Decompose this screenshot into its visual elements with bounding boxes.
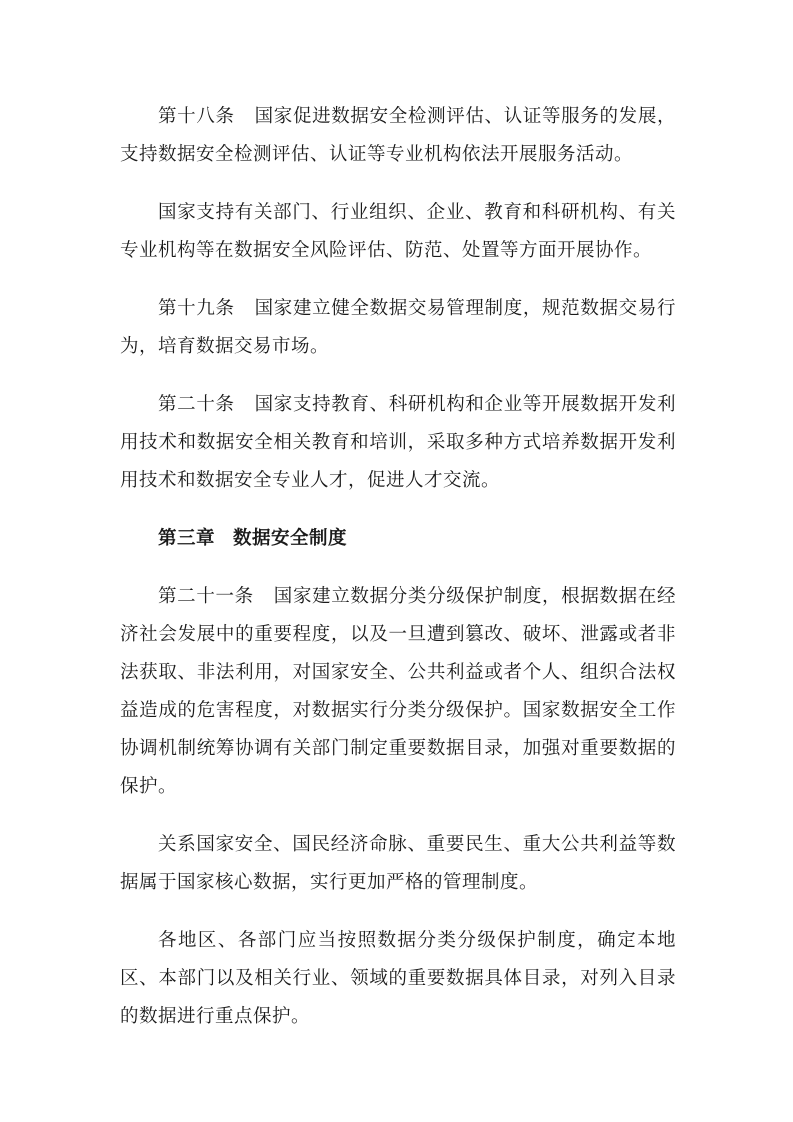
chapter-number: 第三章	[158, 528, 216, 549]
article-text: 国家促进数据安全检测评估、认证等服务的发展，支持数据安全检测评估、认证等专业机构依法开展服务活动。	[120, 106, 676, 165]
article-18	[120, 98, 676, 174]
article-number: 第二十一条	[158, 586, 254, 607]
article-20	[120, 386, 676, 500]
article-19	[120, 290, 676, 366]
paragraph-text: 关系国家安全、国民经济命脉、重要民生、重大公共利益等数据属于国家核心数据，实行更加严格的管理制度。	[120, 834, 676, 893]
document-page	[120, 98, 676, 1036]
article-number: 第十八条	[158, 106, 235, 127]
article-21	[120, 578, 676, 806]
paragraph-text: 国家支持有关部门、行业组织、企业、教育和科研机构、有关专业机构等在数据安全风险评估、防范、处置等方面开展协作。	[120, 202, 676, 261]
article-21-paragraph-2	[120, 826, 676, 902]
article-text: 国家建立数据分类分级保护制度，根据数据在经济社会发展中的重要程度，以及一旦遭到篡改、破坏、泄露或者非法获取、非法利用，对国家安全、公共利益或者个人、组织合法权益造成的危害程度，对数据实行分类分级保护。国家数据安全工作协调机制统筹协调有关部门制定重要数据目录，加强对重要数据的保护。	[120, 586, 676, 797]
article-number: 第十九条	[158, 298, 235, 319]
article-21-paragraph-3	[120, 922, 676, 1036]
chapter-heading	[120, 520, 676, 558]
article-18-paragraph-2	[120, 194, 676, 270]
article-text: 国家建立健全数据交易管理制度，规范数据交易行为，培育数据交易市场。	[120, 298, 676, 357]
article-text: 国家支持教育、科研机构和企业等开展数据开发利用技术和数据安全相关教育和培训，采取多种方式培养数据开发利用技术和数据安全专业人才，促进人才交流。	[120, 394, 676, 491]
paragraph-text: 各地区、各部门应当按照数据分类分级保护制度，确定本地区、本部门以及相关行业、领域的重要数据具体目录，对列入目录的数据进行重点保护。	[120, 930, 676, 1027]
article-number: 第二十条	[158, 394, 235, 415]
chapter-title: 数据安全制度	[233, 528, 348, 549]
